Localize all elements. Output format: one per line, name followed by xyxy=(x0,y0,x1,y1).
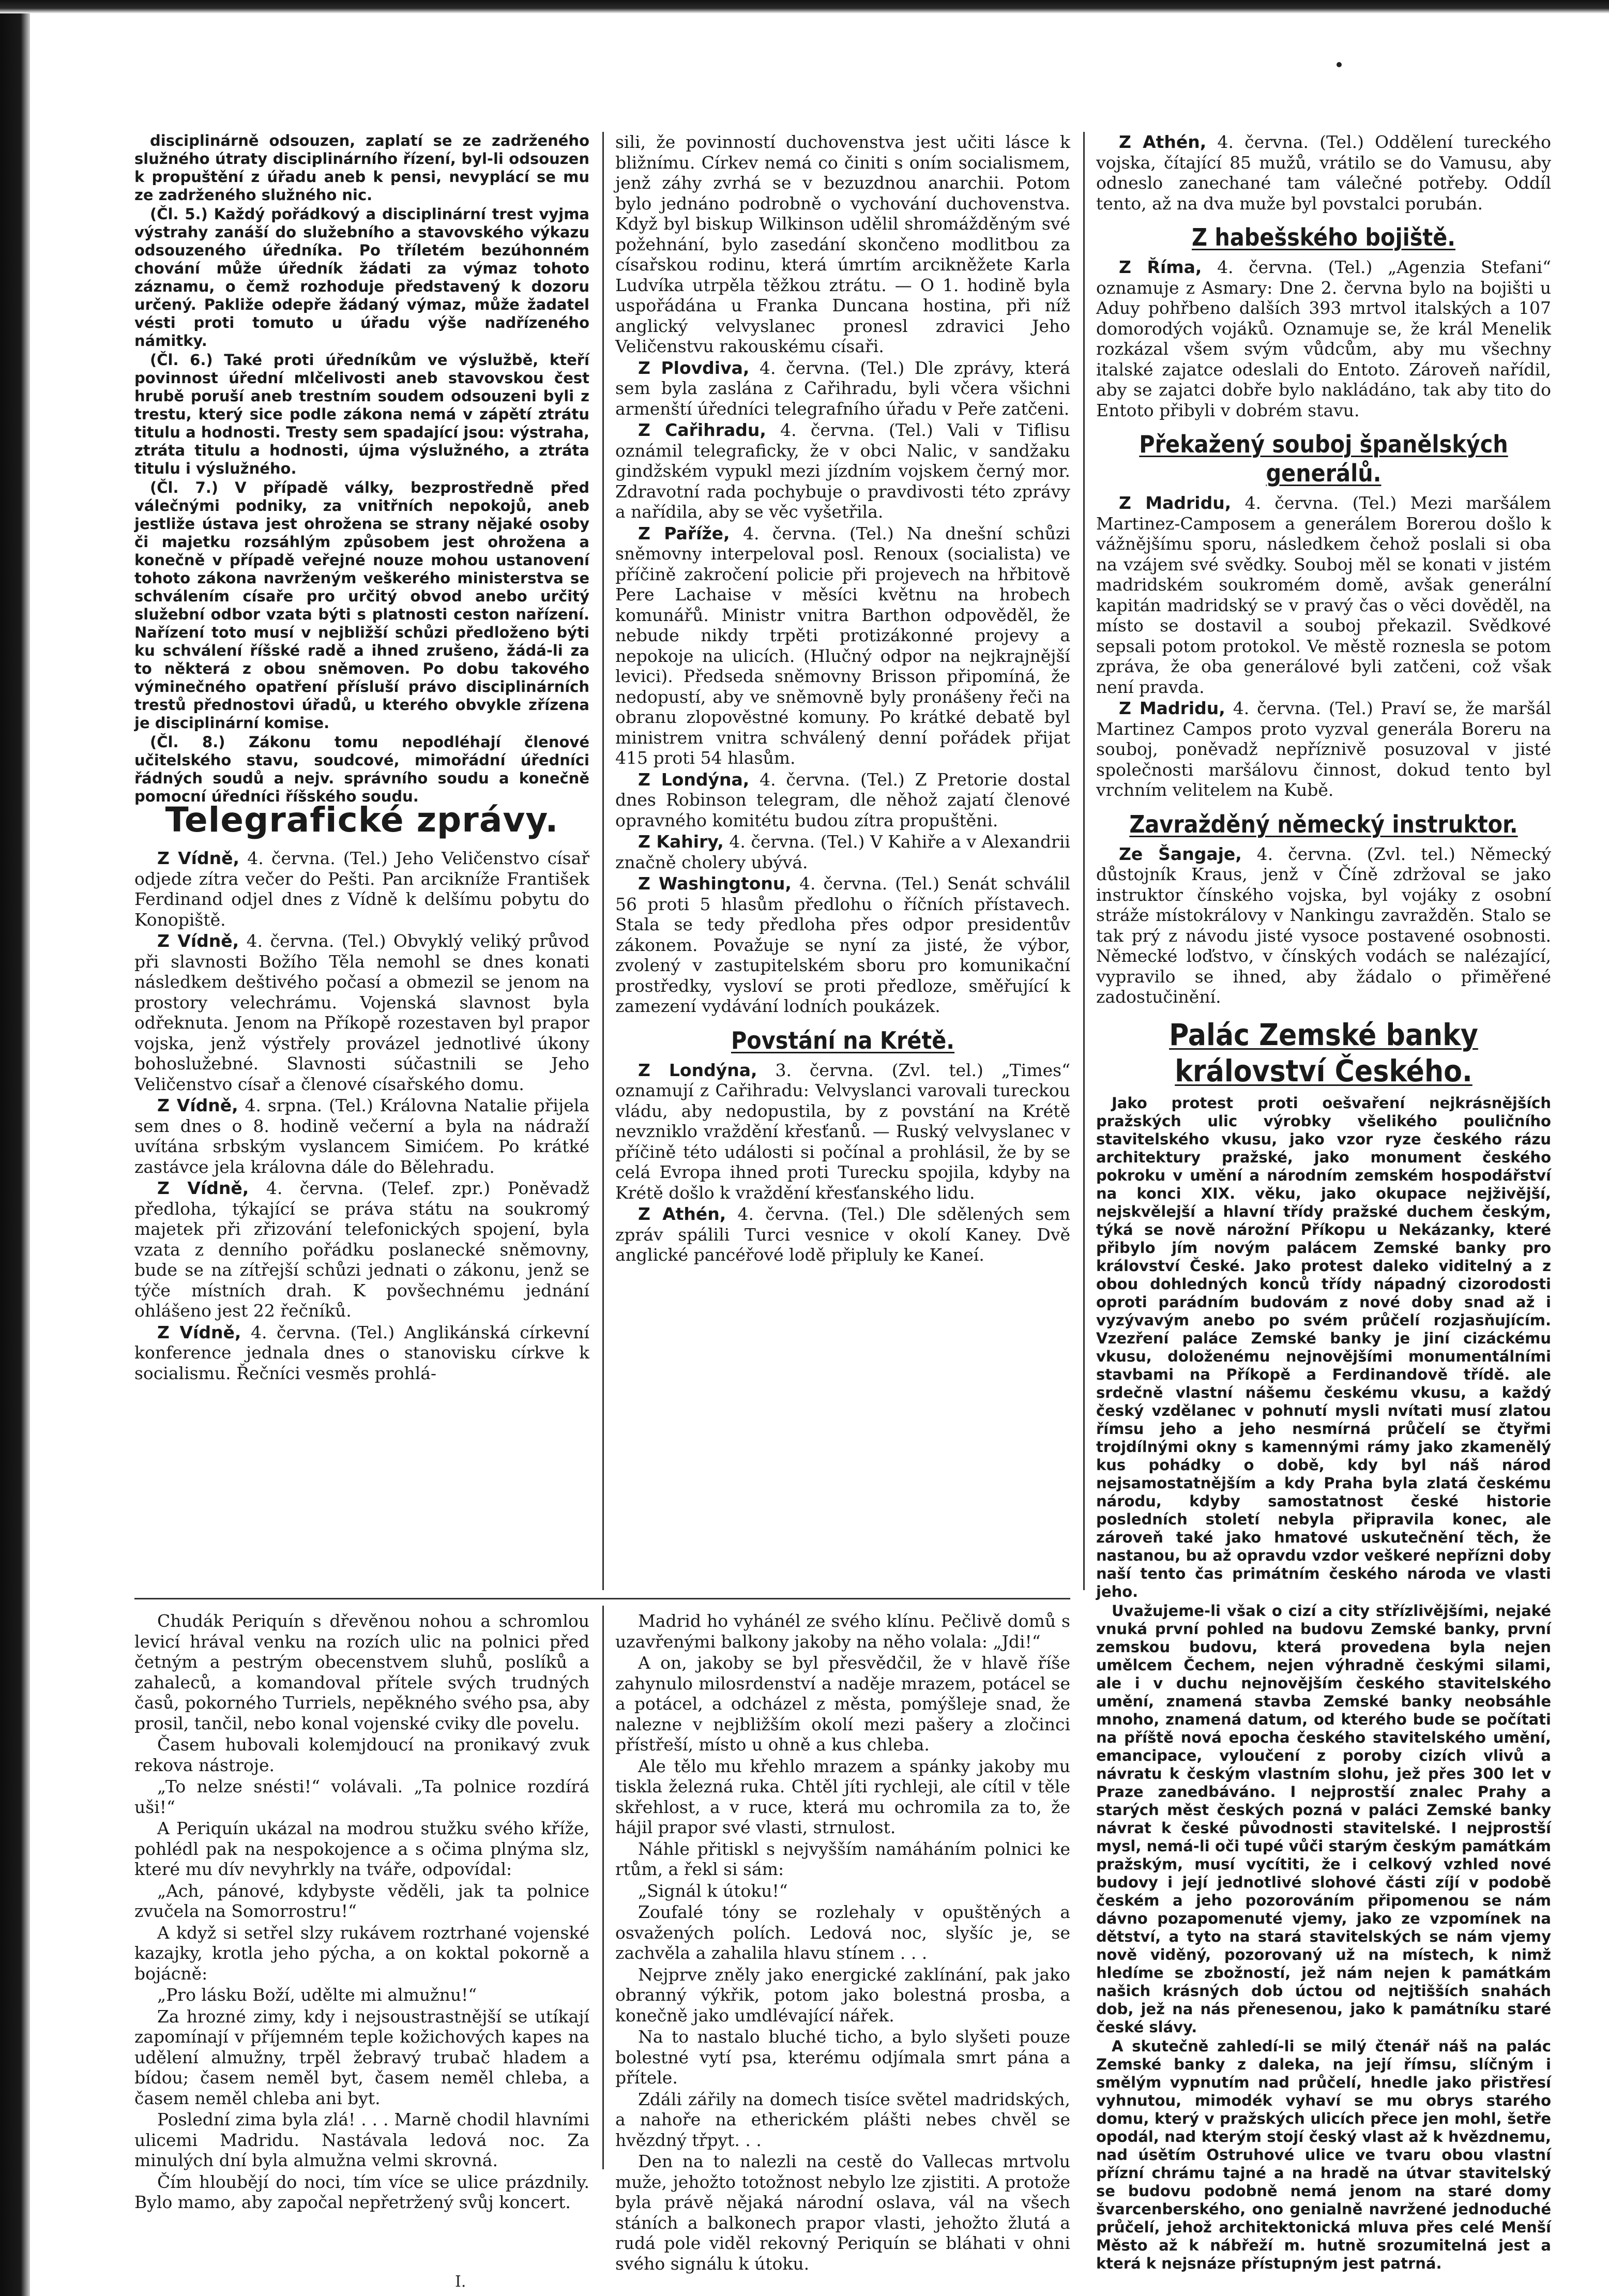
section-heading-crete: Povstání na Krétě. xyxy=(731,1026,955,1054)
story-paragraph: Za hrozné zimy, kdy i nejsoustrastnější se utíkají zapomínají v příjemném teple kožichových kapes na udělení almužny, trpěl žebravý trubač hladem a bídou; časem neměl byt, časem neměl chleba, a časem neměl chleba ani byt. xyxy=(134,2006,589,2108)
news-text: 4. června. (Tel.) Mezi maršálem Martinez-Camposem a generálem Borerou došlo k vážnějšímu sporu, následkem čehož poslali si oba na vzájem své svědky. Souboj měl se konati v jistém madridském soukromém domě, avšak generální kapitán madridský se v pravý čas o věci dověděl, na místo se dostavil a souboj překazil. Svědkové sepsali potom protokol. Ve městě roznesla se potom zpráva, že oba generálové byli zatčeni, což však není pravda. xyxy=(1096,493,1551,697)
news-item xyxy=(1096,257,1551,420)
news-text: 4. června. (Zvl. tel.) Německý důstojník Kraus, jenž v Číně zdržoval se jako instruktor čínského vojska, byl vojáky z osobní stráže místokrálovy v Nankingu zavražděn. Stalo se tak prý z návodu jisté vysoce postavené osobnosti. Německé loďstvo, v čínských vodách se nalézající, vypravilo se ihned, aby žádalo o přiměřené zadostučinění. xyxy=(1096,843,1551,1007)
news-text: sili, že povinností duchovenstva jest učiti lásce k bližnímu. Církev nemá co činiti s oním socialismem, jenž záhy zvrhá se v bezuzdnou anarchii. Potom bylo jednáno podrobně o vychování duchovenstva. Když byl biskup Wilkinson udělil shromážděným své požehnání, bylo zasedání skončeno modlitbou za císařskou rodinu, která úmrtím arcikněžete Karla Ludvíka utrpěla těžkou ztrátu. — O 1. hodině byla uspořádána u Franka Duncana hostina, při níž anglický velvyslanec pronesl zdravici Jeho Veličenstvu rakouskému císaři. xyxy=(615,132,1070,356)
news-item xyxy=(134,848,589,930)
dateline-place: Z Vídně, xyxy=(157,931,239,951)
story-paragraph: Nejprve zněly jako energické zaklínání, pak jako obranný výkřik, potom jako bolestná prosba, a konečně jako umdlévající nářek. xyxy=(615,1964,1070,2026)
story-paragraph: „Signál k útoku!“ xyxy=(638,1880,788,1901)
legal-paragraph: disciplinárně odsouzen, zaplatí se ze zadrženého služného útraty disciplinárního řízení, byl-li odsouzen k propuštění z úřadu aneb k pensi, nevyplácí se mu ze zadrženého služného nic. xyxy=(134,132,589,204)
dateline-place: Ze Šangaje, xyxy=(1119,843,1242,864)
section-heading-bank: Palác Zemské banky království Českého. xyxy=(1169,1017,1478,1089)
column-1-telegraph xyxy=(134,791,589,1384)
story-paragraph: Zoufalé tóny se rozlehaly v opuštěných a osvažených polích. Ledová noc, slyšíc je, se zachvěla a zahalila hlavu stínem . . . xyxy=(615,1902,1070,1963)
news-item xyxy=(615,523,1070,768)
news-text: 4. června. (Tel.) „Agenzia Stefani“ oznamuje z Asmary: Dne 2. června bylo na bojišti u Aduy pohřbeno dalších 393 mrtvol italských a 107 domorodých vojáků. Oznamuje se, že král Menelik rozkázal všem svým vůdcům, aby mu všechny italské zajatce odeslali do Entoto. Zároveň nařídil, aby se zajatci dobře bylo nakládáno, tak aby tito do Entoto přibyli v dobrém stavu. xyxy=(1096,257,1551,420)
news-item xyxy=(615,1204,1070,1265)
scan-edge-top xyxy=(0,0,1609,13)
feuilleton-rule xyxy=(134,1598,1070,1599)
story-paragraph: A Periquín ukázal na modrou stužku svého kříže, pohlédl pak na nespokojence a s očima plnýma slz, které mu dív nevyhrkly na tváře, odpovídal: xyxy=(134,1818,589,1879)
dateline-place: Z Vídně, xyxy=(157,1178,249,1198)
story-paragraph: Ale tělo mu křehlo mrazem a spánky jakoby mu tiskla železná ruka. Chtěl jíti rychleji, ale cítil v těle skřehlost, a v ruce, která mu ochromila za to, že hájil prapor své vlasti, strnulost. xyxy=(615,1756,1070,1837)
news-text: 4. června. (Tel.) Obvyklý veliký průvod při slavnosti Božího Těla nemohl se dnes konati následkem deštivého počasí a obmezil se jenom na prostory velechrámu. Vojenská slavnost byla odřeknuta. Jenom na Příkopě rozestaven byl prapor vojska, jenž výstřely provázel jednotlivé úkony bohoslužebné. Slavnosti súčastnili se Jeho Veličenstvo císař a členové císařského domu. xyxy=(134,931,589,1094)
news-text: 4. června. (Tel.) V Kahiře a v Alexandrii značně cholery ubývá. xyxy=(615,832,1070,872)
story-paragraph: A když si setřel slzy rukávem roztrhané vojenské kazajky, krotla jeho pýcha, a on koktal pokorně a bojácně: xyxy=(134,1922,589,1984)
news-item xyxy=(134,1178,589,1321)
news-text: 4. června. (Tel.) Anglikánská církevní konference jednala dnes o stanovisku církve k socialismu. Řečníci vesměs prohlá- xyxy=(134,1322,589,1383)
story-paragraph: Náhle přitiskl s nejvyšším namáháním polnici ke rtům, a řekl si sám: xyxy=(615,1838,1070,1879)
story-paragraph: A on, jakoby se byl přesvědčil, že v hlavě říše zahynulo milosrdenství a naděje mrazem, potácel se a potácel, a odcházel z města, pomýšleje snad, že nalezne v nejbližším okolí mezi pašery a zločinci přístřeší, místo u ohně a kus chleba. xyxy=(615,1653,1070,1755)
story-paragraph: „Ach, pánové, kdybyste věděli, jak ta polnice zvučela na Somorrostru!“ xyxy=(134,1880,589,1921)
news-text: 4. června. (Tel.) Jeho Veličenstvo císař odjede zítra večer do Pešti. Pan arcikníže František Ferdinand odjel dnes z Vídně k delšímu pobytu do Konopiště. xyxy=(134,848,589,930)
column-2-telegraph xyxy=(615,132,1070,1266)
news-text: 4. června. (Tel.) Praví se, že maršál Martinez Campos proto vyzval generála Boreru na souboj, poněvadž nepříznivě posuzoval v jisté společnosti maršálovu činnost, dokud tento byl vrchním velitelem na Kubě. xyxy=(1096,698,1551,800)
news-item xyxy=(134,931,589,1094)
dateline-place: Z Washingtonu, xyxy=(638,873,792,894)
dateline-place: Z Plovdiva, xyxy=(638,357,750,378)
legal-paragraph: (Čl. 7.) V případě války, bezprostředně před válečnými podniky, za vnitřních nepokojů, aneb jestliže ústava jest ohrožena se strany nějaké osoby či majetku rozsáhlým způsobem jest ohrožena a konečně v případě veřejné nouze mohou ustanovení tohoto zákona navrženým veškerého ministerstva se schválením císaře pro určitý obvod anebo určitý služební odbor vzata býti s platnosti ceston nařízení. Nařízení toto musí v nejbližší schůzi předloženo býti ku schválení říšské radě a ihned zrušeno, žádá-li za to některá z obou sněmoven. Po dobu takového výminečného opatření přísluší právo disciplinárních trestů přednostovi úřadů, u kterého obvykle zřízena je disciplinární komise. xyxy=(134,479,589,732)
scan-edge-left xyxy=(0,0,30,2296)
story-paragraph: Chudák Periquín s dřevěnou nohou a schromlou levicí hrával venku na rozích ulic na polnici před četným a pestrým obecenstvem sluhů, poslíků a zahaleců, a komandoval přítele svých trudných časů, pokorného Turriels, nepěkného svého psa, aby prosil, tančil, nebo konal vojenské cviky dle povelu. xyxy=(134,1611,589,1733)
story-paragraph: Zdáli zářily na domech tisíce světel madridských, a nahoře na etherickém plášti nebes chvěl se hvězdný třpyt. . . xyxy=(615,2089,1070,2150)
news-text: 4. června. (Tel.) Dle zprávy, která sem byla zaslána z Cařihradu, byli včera všichni armenští úředníci telegrafního úřadu v Peře zatčeni. xyxy=(615,357,1070,419)
section-heading-duel: Překažený souboj španělských generálů. xyxy=(1139,430,1508,487)
column-rule xyxy=(1083,132,1085,1590)
dateline-place: Z Athén, xyxy=(1119,132,1207,152)
news-text: 4. června. (Tel.) Oddělení tureckého vojska, čítající 85 mužů, vrátilo se do Vamusu, aby odneslo zanechané tam válečné potřeby. Oddíl tento, až na dva muže byl povstalci porubán. xyxy=(1096,132,1551,214)
story-paragraph: „To nelze snésti!“ volávali. „Ta polnice rozdírá uši!“ xyxy=(134,1776,589,1817)
story-paragraph: Časem hubovali kolemjdoucí na pronikavý zvuk rekova nástroje. xyxy=(134,1734,589,1775)
legal-paragraph: (Čl. 6.) Také proti úředníkům ve výslužbě, kteří povinnost úřední mlčelivosti aneb stavovskou čest hrubě poruší aneb trestním soudem odsouzeni byli z trestu, který sice podle zákona nemá v zápětí ztrátu titulu a hodnosti. Tresty sem spadající jsou: výstraha, ztráta titulu a hodnosti, újma výslužného, a ztráta titulu i výslužného. xyxy=(134,351,589,477)
footer-mark: I. xyxy=(455,2273,466,2291)
news-text: 4. srpna. (Tel.) Královna Natalie přijela sem dnes o 8. hodině večerní a byla na nádraží uvítána srbským vyslancem Simićem. Po krátké zastávce jela královna dále do Bělehradu. xyxy=(134,1095,589,1177)
print-speck xyxy=(1337,62,1342,67)
dateline-place: Z Athén, xyxy=(638,1204,726,1224)
news-item xyxy=(1096,844,1551,1007)
news-text: 4. června. (Tel.) Vali v Tiflisu oznámil telegraficky, že v obci Nalic, v sandžaku gindžském vypukl mezi jízdním vojskem černý mor. Zdravotní rada pochybuje o pravdivosti této zprávy a nařídila, aby se věc vyšetřila. xyxy=(615,420,1070,522)
story-paragraph: Madrid ho vyhánél ze svého klínu. Pečlivě domů s uzavřenými balkony jakoby na něho volala: „Jdi!“ xyxy=(615,1611,1070,1652)
news-item xyxy=(615,873,1070,1017)
article-paragraph: A skutečně zahledí-li se milý čtenář náš na palác Zemské banky z daleka, na její římsu, slíčným i smělým vypnutím nad průčelí, hnedle jako přistřesí vyhnutou, mimodék vyhaví se mu obrys starého domu, který v pražských ulicích přece jen mohl, šetře opodál, nad kterým stojí český vlast až k hvězdnemu, nad úsětím Ostruhové ulice ve tvaru obou vlastní přízní chrámu tajné a na hradě na útvar stavitelský se budovu podobně nemá jenom na staré domy švarcenberského, ono genialně navržené jednoduché průčelí, jehož architektonická mluva přes celé Menší Město až k nábřeží m. hutně srozumitelná jest a která k nejsnáze přístupným jest patrná. xyxy=(1096,2037,1551,2272)
dateline-place: Z Vídně, xyxy=(157,1322,241,1342)
news-item xyxy=(134,1322,589,1384)
news-item xyxy=(1096,132,1551,214)
dateline-place: Z Paříže, xyxy=(638,523,730,543)
feuilleton-column-2 xyxy=(615,1611,1070,2275)
news-text: 4. června. (Tel.) Na dnešní schůzi sněmovny interpeloval posl. Renoux (socialista) ve příčině zakročení policie při projevech na hřbitově Pere Lachaise v měsíci květnu na hrobech komunářů. Ministr vnitra Barthon odpověděl, že nebude nikdy trpěti protizákonné projevy a nepokoje na ulicích. (Hlučný odpor na nejkrajnější levici). Předseda sněmovny Brisson připomíná, že nedopustí, aby ve sněmovně byly pronášeny řeči na obranu zlopověstné komuny. Po krátké debatě byl ministrem vnitra schválený denní pořádek přijat 415 proti 54 hlasům. xyxy=(615,523,1070,768)
dateline-place: Z Vídně, xyxy=(157,848,240,868)
news-item xyxy=(1096,493,1551,697)
article-paragraph: Jako protest proti oešvaření nejkrásnějších pražských ulic výrobky všelikého pouličního stavitelského vkusu, jako vzor ryze českého rázu architektury pražské, jako monument českého pokroku v umění a národním zemském hospodářství na konci XIX. věku, jako okupace nejživější, nejskvělejší a hlavní třídy pražské duchem českým, týká se nově nárožní Příkopu u Nekázanky, které přibylo jím novým palácem Zemské banky pro království České. Jako protest daleko viditelný a z obou dohledných konců třídy nápadný cizorodosti oproti parádním budovám z nové doby snad až i vyzývavým anebo po svém průčelí rozjasňujícím. Vzezření paláce Zemské banky je jiní cizáckému vkusu, doloženému nejnovějšími monumentálními stavbami na Příkopě a Ferdinandově třídě. ale srdečně vlastní nášemu českému vkusu, a každý český vzdělanec v pohnutí mysli nvítati musí zlatou římsu jeho a jeho nesmírná průčelí se čtyřmi trojdílnými okny s kamennými rámy jako zkamenělý kus pohádky o době, kdy byl náš národ nejsamostatnějším a kdy Praha byla zlatá českému národu, kdyby samostatnost české historie posledních století nebyla připravila konec, ale zároveň také jako hmatové uskutečnění těch, že nastanou, bu až opravdu vzdor veškeré nepřízni doby naší tento čas primátním českého národa ve vlasti jeho. xyxy=(1096,1094,1551,1600)
news-text: 4. června. (Telef. zpr.) Poněvadž předloha, týkající se práva státu na soukromý majetek při zřizování telefonických spojení, byla vzata z denního pořádku poslanecké sněmovny, bude se na zítřejší schůzi jednati o zákonu, jenž se týče místních drah. K povšechnému jednání ohlášeno jest 22 řečníků. xyxy=(134,1178,589,1321)
story-paragraph: Den na to nalezli na cestě do Vallecas mrtvolu muže, jehožto totožnost nebylo lze zjistiti. A protože byla právě nějaká národní oslava, vál na všech stáních a balkonech prapor vlasti, jehožto žlutá a rudá pole viděl rekovný Periquín se bláhati v ohni svého signálu k útoku. xyxy=(615,2151,1070,2274)
column-3 xyxy=(1096,132,1551,2274)
dateline-place: Z Cařihradu, xyxy=(638,420,766,440)
feuilleton-column-1 xyxy=(134,1611,589,2214)
story-paragraph: Na to nastalo bluché ticho, a bylo slyšeti pouze bolestné vytí psa, kterému odjímala smrt pána a přítele. xyxy=(615,2027,1070,2088)
column-rule xyxy=(602,1606,604,2169)
news-item xyxy=(615,358,1070,419)
dateline-place: Z Madridu, xyxy=(1119,493,1232,513)
dateline-place: Z Madridu, xyxy=(1119,698,1225,718)
column-1-legal-text xyxy=(134,132,589,807)
section-heading-instructor: Zavražděný německý instruktor. xyxy=(1129,810,1518,838)
dateline-place: Z Londýna, xyxy=(638,769,750,790)
news-item xyxy=(1096,698,1551,800)
dateline-place: Z Říma, xyxy=(1119,257,1202,277)
legal-paragraph: (Čl. 8.) Zákonu tomu nepodléhají členové učitelského stavu, soudcové, mimořádní úředníci řádných soudů a nejv. správního soudu a konečně pomocní úředníci říšského soudu. xyxy=(134,733,589,805)
newspaper-page xyxy=(134,132,1551,2274)
news-item xyxy=(615,832,1070,872)
dateline-place: Z Londýna, xyxy=(638,1060,757,1080)
dateline-place: Z Kahiry, xyxy=(638,832,724,852)
news-item xyxy=(615,420,1070,522)
story-paragraph: „Pro lásku Boží, udělte mi almužnu!“ xyxy=(157,1985,477,2005)
news-item xyxy=(615,769,1070,831)
section-heading-telegraph: Telegrafické zprávy. xyxy=(165,800,559,840)
story-paragraph: Čím hloubějí do noci, tím více se ulice prázdnily. Bylo mamo, aby započal nepřetržený svůj koncert. xyxy=(134,2171,589,2212)
news-text: 3. června. (Zvl. tel.) „Times“ oznamují z Cařihradu: Velvyslanci varovali tureckou vládu, aby nedopustila, by z povstání na Krétě nevzniklo vraždění křesťanů. — Ruský velvyslanec v příčině této události si počínal a prohlásil, že by se celá Evropa ihned proti Turecku spojila, kdyby na Krétě došlo k vraždění křesťanského lidu. xyxy=(615,1060,1070,1203)
dateline-place: Z Vídně, xyxy=(157,1095,238,1115)
news-item xyxy=(134,1095,589,1177)
column-rule xyxy=(602,132,604,1590)
section-heading-abyssinia: Z habešského bojiště. xyxy=(1191,223,1456,251)
legal-paragraph: (Čl. 5.) Každý pořádkový a disciplinární trest vyjma výstrahy zanáší do služebního a stavovského výkazu odsouzeného úředníka. Po tříletém bezúhonném chování může úředník žádati za výmaz tohoto záznamu, o čemž rozhoduje představený k dozoru určený. Pakliže odepře žádaný výmaz, může žadatel vésti proti tomuto u úřadu výše nadřízeného námitky. xyxy=(134,205,589,350)
news-text: 4. června. (Tel.) Senát schválil 56 proti 5 hlasům předlohu o říčních přístavech. Stala se tedy předloha přes odpor presidentův zákonem. Považuje se nyní za jisté, že výbor, zvolený v zastupitelském sboru pro komunikační prostředky, vysloví se proti předloze, směřující k zamezení vydávání lodních poukázek. xyxy=(615,873,1070,1016)
news-item xyxy=(615,132,1070,357)
news-text: 4. června. (Tel.) Z Pretorie dostal dnes Robinson telegram, dle něhož zajatí členové opravného komitétu budou zítra propuštěni. xyxy=(615,769,1070,830)
article-paragraph: Uvažujeme-li však o cizí a city střízlivějšími, nejaké vnuká první pohled na budovu Zemské banky, první zemskou budovu, která provedena byla nejen umělcem Čechem, nejen výhradně českými silami, ale i v duchu nejnovějším českého stavitelského umění, znamená stavba Zemské banky neobsáhle mnoho, znamená datum, od kterého bude se počítati na příště nová epocha českého stavitelského umění, emancipace, vyloučení z poroby cizích vlivů a návratu k českým vlastním slohu, jež přes 300 let v Praze zanedbáváno. I nejprostší znalec Prahy a starých měst českých pozná v paláci Zemské banky návrat k české původnosti stavitelské. I nejprostší mysl, nemá-li oči tupé vůči starým českým památkám pražským, musí vycítiti, že i celkový vzhled nové budovy i její jednotlivé slohové části zíjí v podobě českém a jeho pozorováním připomenou se nám dávno pozapomenuté vjemy, jako ze vzpomínek na dětství, a tyto na stará stavitelských se nám vjemy nově viděný, pozorovaný už na místech, k nimž hledíme se zbožností, jež nám nejen k památkám našich krásných dob úctou od nejtišších snahách dob, jež na nás přenesenou, jako k památníku staré české slávy. xyxy=(1096,1602,1551,2036)
story-paragraph: Poslední zima byla zlá! . . . Marně chodil hlavními ulicemi Madridu. Nastávala ledová noc. Za minulých dní byla almužna velmi skrovná. xyxy=(134,2109,589,2170)
news-text: 4. června. (Tel.) Dle sdělených sem zpráv spálili Turci vesnice v okolí Kaney. Dvě anglické pancéřové lodě připluly ke Kaneí. xyxy=(615,1204,1070,1265)
news-item xyxy=(615,1060,1070,1203)
